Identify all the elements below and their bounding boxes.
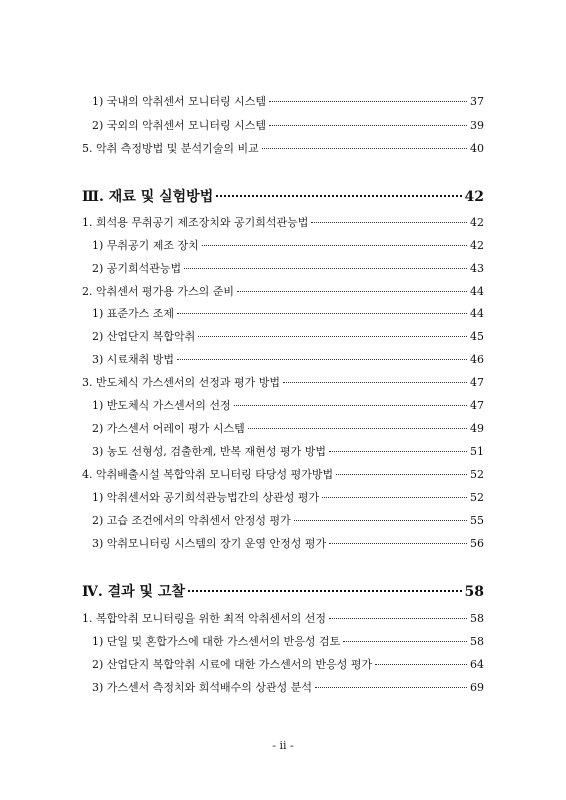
dot-leader xyxy=(329,451,467,452)
toc-entry[interactable] xyxy=(92,260,484,276)
toc-entry[interactable] xyxy=(92,679,484,695)
toc-entry[interactable] xyxy=(92,397,484,413)
toc-entry-page: 52 xyxy=(470,468,484,481)
toc-entry-title: 1. 희석용 무취공기 제조장치와 공기희석관능법 xyxy=(82,216,309,229)
toc-entry[interactable] xyxy=(82,374,484,390)
toc-chapter-title: Ⅲ. 재료 및 실험방법 xyxy=(82,189,214,205)
toc-entry-page: 47 xyxy=(470,399,484,412)
toc-entry-page: 44 xyxy=(470,307,484,320)
toc-entry-title: 2) 고습 조건에서의 악취센서 안정성 평가 xyxy=(92,514,291,527)
toc-entry[interactable] xyxy=(92,443,484,459)
toc-entry-page: 58 xyxy=(470,612,484,625)
dot-leader xyxy=(269,101,467,102)
toc-chapter-page: 42 xyxy=(464,189,484,205)
dot-leader xyxy=(248,428,467,429)
toc-entry[interactable] xyxy=(92,328,484,344)
toc-entry-title: 2) 가스센서 어레이 평가 시스템 xyxy=(92,422,245,435)
toc-entry-page: 69 xyxy=(470,681,484,694)
dot-leader xyxy=(294,520,467,521)
toc-entry[interactable] xyxy=(82,610,484,626)
toc-entry-page: 44 xyxy=(470,285,484,298)
toc-entry[interactable] xyxy=(92,351,484,367)
dot-leader xyxy=(198,336,467,337)
toc-entry-title: 2) 산업단지 복합악취 xyxy=(92,330,196,343)
toc-entry-page: 43 xyxy=(470,262,484,275)
toc-chapter-title: Ⅳ. 결과 및 고찰 xyxy=(82,584,186,600)
dot-leader xyxy=(188,590,462,592)
toc-entry-title: 1) 무취공기 제조 장치 xyxy=(92,239,199,252)
toc-entry-page: 64 xyxy=(470,658,484,671)
toc-chapter-heading[interactable] xyxy=(82,581,484,601)
toc-entry-page: 52 xyxy=(470,491,484,504)
toc-entry[interactable] xyxy=(92,305,484,321)
toc-entry-title: 1. 복합악취 모니터링을 위한 최적 악취센서의 선정 xyxy=(82,612,326,625)
toc-entry[interactable] xyxy=(92,420,484,436)
toc-entry-title: 3) 시료채취 방법 xyxy=(92,353,175,366)
toc-entry-title: 3) 농도 선형성, 검출한계, 반복 재현성 평가 방법 xyxy=(92,445,327,458)
toc-entry-title: 1) 반도체식 가스센서의 선정 xyxy=(92,399,231,412)
toc-entry-title: 4. 악취배출시설 복합악취 모니터링 타당성 평가방법 xyxy=(82,468,334,481)
toc-entry[interactable] xyxy=(92,93,484,109)
dot-leader xyxy=(262,148,467,149)
dot-leader xyxy=(329,618,467,619)
toc-entry-title: 1) 악취센서와 공기희석관능법간의 상관성 평가 xyxy=(92,491,320,504)
toc-entry-title: 2) 국외의 악취센서 모니터링 시스템 xyxy=(92,119,267,132)
dot-leader xyxy=(336,474,467,475)
toc-entry[interactable] xyxy=(82,214,484,230)
toc-entry-title: 2. 악취센서 평가용 가스의 준비 xyxy=(82,285,234,298)
toc-entry-title: 3. 반도체식 가스센서의 선정과 평가 방법 xyxy=(82,376,280,389)
toc-entry-page: 58 xyxy=(470,635,484,648)
dot-leader xyxy=(234,405,467,406)
dot-leader xyxy=(177,313,467,314)
dot-leader xyxy=(322,497,467,498)
toc-entry-page: 42 xyxy=(470,216,484,229)
dot-leader xyxy=(315,687,467,688)
toc-entry-page: 37 xyxy=(470,95,484,108)
toc-entry-page: 45 xyxy=(470,330,484,343)
toc-entry[interactable] xyxy=(92,237,484,253)
toc-entry-title: 1) 국내의 악취센서 모니터링 시스템 xyxy=(92,95,267,108)
dot-leader xyxy=(184,268,467,269)
toc-entry-page: 56 xyxy=(470,537,484,550)
dot-leader xyxy=(375,664,467,665)
toc-entry-page: 51 xyxy=(470,445,484,458)
toc-entry-page: 39 xyxy=(470,119,484,132)
toc-entry-page: 42 xyxy=(470,239,484,252)
toc-entry[interactable] xyxy=(92,656,484,672)
toc-entry-title: 3) 악취모니터링 시스템의 장기 운영 안정성 평가 xyxy=(92,537,327,550)
dot-leader xyxy=(329,543,467,544)
toc-entry-page: 55 xyxy=(470,514,484,527)
toc-entry-page: 47 xyxy=(470,376,484,389)
dot-leader xyxy=(177,359,467,360)
toc-chapter-heading[interactable] xyxy=(82,186,484,206)
toc-entry-page: 46 xyxy=(470,353,484,366)
toc-entry-title: 3) 가스센서 측정치와 희석배수의 상관성 분석 xyxy=(92,681,313,694)
toc-entry-title: 2) 산업단지 복합악취 시료에 대한 가스센서의 반응성 평가 xyxy=(92,658,373,671)
dot-leader xyxy=(343,641,467,642)
dot-leader xyxy=(269,125,467,126)
dot-leader xyxy=(216,195,461,197)
toc-entry[interactable] xyxy=(82,140,484,156)
toc-entry-title: 2) 공기희석관능법 xyxy=(92,262,182,275)
toc-entry[interactable] xyxy=(92,117,484,133)
toc-entry[interactable] xyxy=(82,466,484,482)
dot-leader xyxy=(283,382,467,383)
toc-entry[interactable] xyxy=(92,512,484,528)
toc-entry[interactable] xyxy=(92,489,484,505)
toc-entry[interactable] xyxy=(82,283,484,299)
dot-leader xyxy=(202,245,467,246)
toc-entry-title: 5. 악취 측정방법 및 분석기술의 비교 xyxy=(82,142,259,155)
dot-leader xyxy=(311,222,467,223)
toc-entry[interactable] xyxy=(92,535,484,551)
toc-chapter-page: 58 xyxy=(464,584,484,600)
toc-entry-page: 49 xyxy=(470,422,484,435)
toc-entry-page: 40 xyxy=(470,142,484,155)
page-number-footer: - ii - xyxy=(272,739,294,752)
toc-entry-title: 1) 단일 및 혼합가스에 대한 가스센서의 반응성 검토 xyxy=(92,635,341,648)
toc-entry-title: 1) 표준가스 조제 xyxy=(92,307,175,320)
toc-entry[interactable] xyxy=(92,633,484,649)
dot-leader xyxy=(237,291,467,292)
